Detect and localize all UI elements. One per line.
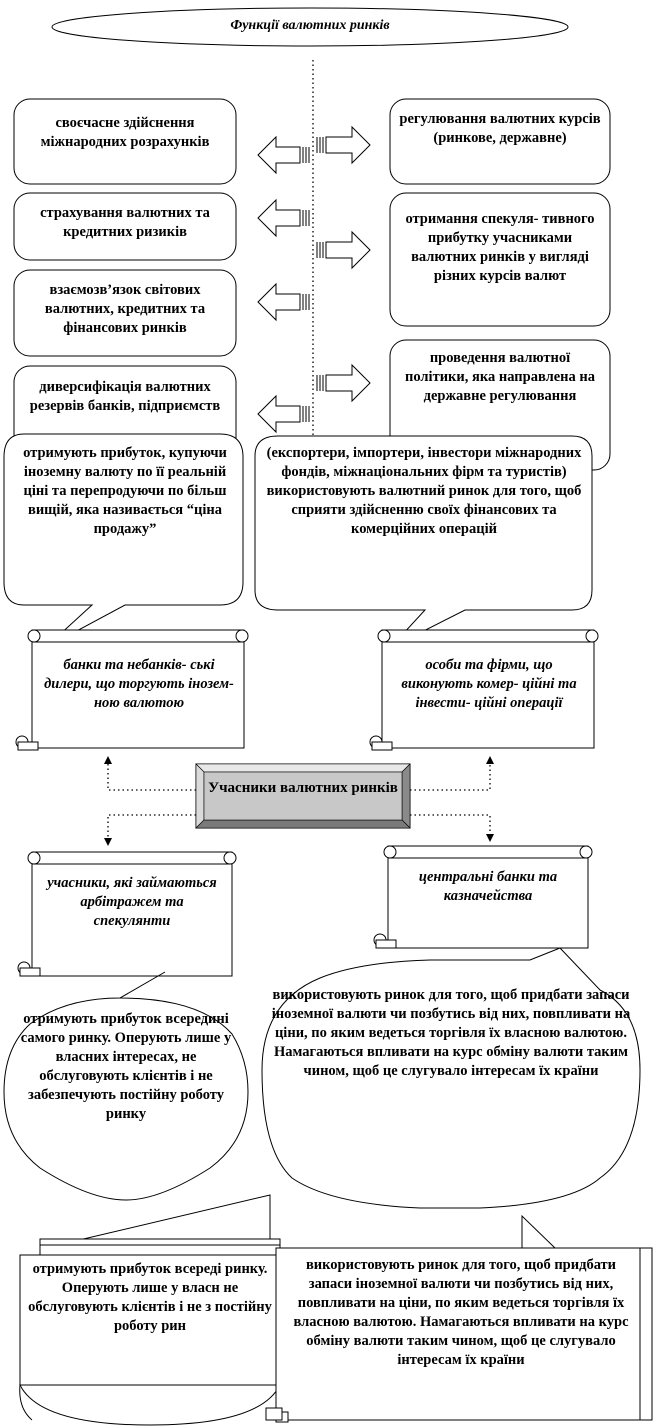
right-function-2: отримання спекуля- тивного прибутку учасниками валютних ринків у вигляді різних курсів валют <box>405 211 595 284</box>
arrow-right-1 <box>317 127 370 163</box>
participant-top-right: особи та фірми, що виконують комер- ційні та інвести- ційні операції <box>401 657 577 711</box>
left-function-4: диверсифікація валютних резервів банків, підприємств <box>29 379 221 414</box>
participant-bottom-left: учасники, які займаються арбітражем та спекулянти <box>47 875 217 929</box>
participant-top-left: банки та небанків- ські дилери, що торгують інозем- ною валютою <box>44 657 234 711</box>
right-function-1: регулювання валютних курсів (ринкове, державне) <box>399 111 601 146</box>
arrow-left-2 <box>258 200 309 236</box>
left-function-3: взаємозв’язок світових валютних, кредитних та фінансових ринків <box>44 282 206 336</box>
left-function-2: страхування валютних та кредитних ризиків <box>40 205 210 240</box>
arrow-left-1 <box>258 137 309 173</box>
left-function-1: своєчасне здійснення міжнародних розрахунків <box>40 115 210 150</box>
overlay-left-text: отримують прибуток всереді ринку. Оперують лише у власн не обслуговують клієнтів і не з постійну роботу рин <box>28 1261 272 1334</box>
callout-top-left-text: отримують прибуток, купуючи іноземну валюту по її реальній ціні та перепродуючи по більш вищій, яка називається “ціна продажу” <box>23 445 227 537</box>
overlay-right-text: використовують ринок для того, щоб придбати запаси іноземної валюти чи позбутись від них, повпливати на ціни, по яким ведеться торгівля їх власною валютою. Намагаються впливати на курс обміну валюти таким чином, щоб це слугувало інтересам їх країни <box>293 1257 629 1368</box>
page-title: Функції валютних ринків <box>230 18 390 33</box>
participant-bottom-right: центральні банки та казначейства <box>418 869 558 904</box>
arrow-left-3 <box>258 284 309 320</box>
callout-bottom-right-text: використовують ринок для того, щоб придбати запаси іноземної валюти чи позбутись від них, повпливати на ціни, по яким ведеться торгівля їх власною валютою. Намагаються впливати на курс обміну валюти таким чином, щоб це слугувало інтересам їх країни <box>271 987 631 1079</box>
callout-top-right-text: (експортери, імпортери, інвестори міжнародних фондів, міжнаціональних фірм та туристів) використовують валютний ринок для того, щоб сприяти здійсненню своїх фінансових та комерційних операцій <box>266 445 582 537</box>
callout-bottom-left-text: отримують прибуток всередині самого ринку. Оперують лише у власних інтересах, не обслуговують клієнтів і не забезпечують постійну роботу ринку <box>20 1011 232 1122</box>
arrow-left-4 <box>258 396 309 432</box>
arrow-right-3 <box>317 365 370 401</box>
arrow-right-2 <box>317 232 370 268</box>
center-title: Учасники валютних ринків <box>208 780 398 796</box>
right-function-3: проведення валютної політики, яка направлена на державне регулювання <box>405 350 595 404</box>
